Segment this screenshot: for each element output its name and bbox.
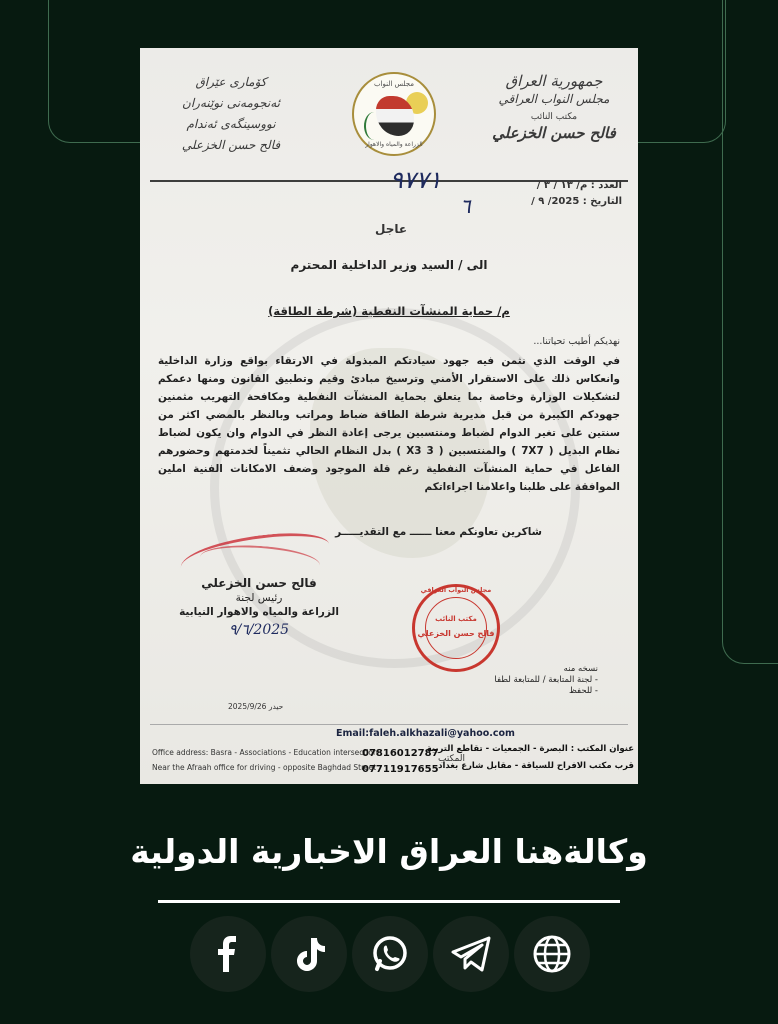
- telegram-icon: [449, 934, 493, 974]
- logo-bottom-text: الزراعة والمياه والاهوار: [365, 141, 423, 148]
- phone-number: 07711917655: [362, 764, 439, 775]
- addressee: الى / السيد وزير الداخلية المحترم: [290, 258, 488, 272]
- telegram-button[interactable]: [433, 916, 509, 992]
- letterhead-left-line: نووسینگەی ئەندام: [186, 117, 276, 131]
- copies-title: نسخه منه: [563, 664, 598, 674]
- signatory-title: رئيس لجنة: [235, 592, 283, 604]
- office-address-ar: [427, 741, 634, 775]
- stamp-text: فالح حسن الخزعلي: [417, 629, 495, 638]
- letterhead-left-line: كۆماری عێراق: [195, 75, 267, 89]
- official-stamp: [412, 584, 500, 672]
- signature-block: [164, 576, 354, 638]
- letterhead-right-line: جمهورية العراق: [505, 72, 603, 90]
- decorative-frame-right: [722, 0, 778, 664]
- website-button[interactable]: [514, 916, 590, 992]
- reference-number-label: العدد : م/ ۱۳ / ۳ /: [536, 180, 622, 191]
- email-address: Email:faleh.alkhazali@yahoo.com: [336, 728, 515, 739]
- facebook-icon: [208, 934, 248, 974]
- office-address-en-line: Near the Afraah office for driving - opposite Baghdad Street: [152, 763, 377, 772]
- whatsapp-button[interactable]: [352, 916, 428, 992]
- stamp-ring-text: مجلس النواب العراقي: [420, 586, 492, 594]
- letterhead-right-line: فالح حسن الخزعلي: [492, 124, 616, 142]
- phone-number: 07816012787: [362, 748, 439, 759]
- closing-line: شاكرين تعاونكم معنا ــــــ مع التقديـــــر: [335, 526, 542, 538]
- signatory-committee: الزراعة والمياه والاهوار النيابية: [179, 606, 339, 618]
- date-label: التاريخ : 2025/ ٩ /: [531, 196, 622, 207]
- stamp-inner-ring: [425, 597, 487, 659]
- signatory-name: فالح حسن الخزعلي: [201, 576, 317, 590]
- office-address-ar-line: عنوان المكتب : البصرة - الجمعيات - تقاطع التربية: [426, 744, 634, 754]
- letterhead-right: [484, 72, 624, 142]
- date-handwritten: ٦: [460, 194, 471, 218]
- letterhead-left-line: فالح حسن الخزعلي: [181, 138, 281, 152]
- copies-item: - لجنة المتابعة / للمتابعة لطفا: [494, 675, 598, 685]
- logo-top-text: مجلس النواب: [373, 80, 415, 88]
- letterhead-right-line: مجلس النواب العراقي: [498, 92, 610, 106]
- facebook-button[interactable]: [190, 916, 266, 992]
- logo-leaf: [364, 112, 384, 140]
- letterhead-right-line: مكتب النائب: [530, 112, 578, 122]
- letter-body: في الوقت الذي نثمن فيه جهود سيادتكم المبذولة في الارتقاء بواقع وزارة الداخلية وانعكاس ذلك على الاستقرار الأمني وترسيخ مبادئ وقيم وتطبيق القانون ومنها دعمكم لتشكيلات الوزارة وخاصة بما يتعلق بحماية المنشآت النفطية ومكافحة التهريب مثمنين جهودكم الكبيرة من قبل مديرية شرطة الطاقة ضباط ومراتب وبالنظر بالمضي اكثر من سنتين على تغير الدوام لضباط ومنتسبين يرجى إعادة النظر في الدوام وان يكون لضباط نظام البديل ( 7X7 ) والمنتسبين ( 3 X3 ) بدل النظام الحالي تثميناً لخدمتهم وحضورهم الفاعل في حماية المنشآت النفطية رغم قلة الموجود وضعف الامكانات الفنية املين الموافقة على طلبنا واعلامنا اجراءاتكم: [158, 355, 620, 493]
- signature-date: 2025/٩/٦: [228, 622, 290, 638]
- letterhead-left: [156, 72, 306, 156]
- parliament-logo: [352, 72, 436, 156]
- tiktok-button[interactable]: [271, 916, 347, 992]
- brand-underline: [158, 900, 620, 903]
- letterhead-left-line: ئەنجومەنی نوێنەران: [182, 96, 280, 110]
- tiktok-icon: [289, 934, 329, 974]
- copies-list: [494, 664, 598, 697]
- subject-line: م/ حماية المنشآت النفطية (شرطة الطاقة): [268, 304, 510, 318]
- document-photo: [140, 48, 638, 784]
- greeting: نهديكم أطيب تحياتنا...: [533, 336, 620, 347]
- whatsapp-icon: [369, 933, 411, 975]
- office-address-ar-line: قرب مكتب الافراح للسياقة - مقابل شارع بغداد: [438, 761, 634, 771]
- globe-icon: [530, 932, 574, 976]
- stamp-text: مكتب النائب: [435, 615, 477, 623]
- office-label: المكتب: [438, 754, 465, 764]
- reference-number-handwritten: ٩٧٧١: [390, 166, 442, 194]
- agency-name: وكالةهنا العراق الاخبارية الدولية: [130, 832, 648, 871]
- footer-divider: [150, 724, 628, 725]
- urgent-label: عاجل: [375, 222, 408, 236]
- copies-item: - للحفظ: [568, 686, 598, 696]
- office-address-en: [152, 745, 378, 775]
- social-links: [190, 916, 590, 992]
- office-address-en-line: Office address: Basra - Associations - Education intersection: [152, 748, 378, 757]
- typist-date: 2025/9/26 حيدر: [228, 702, 284, 711]
